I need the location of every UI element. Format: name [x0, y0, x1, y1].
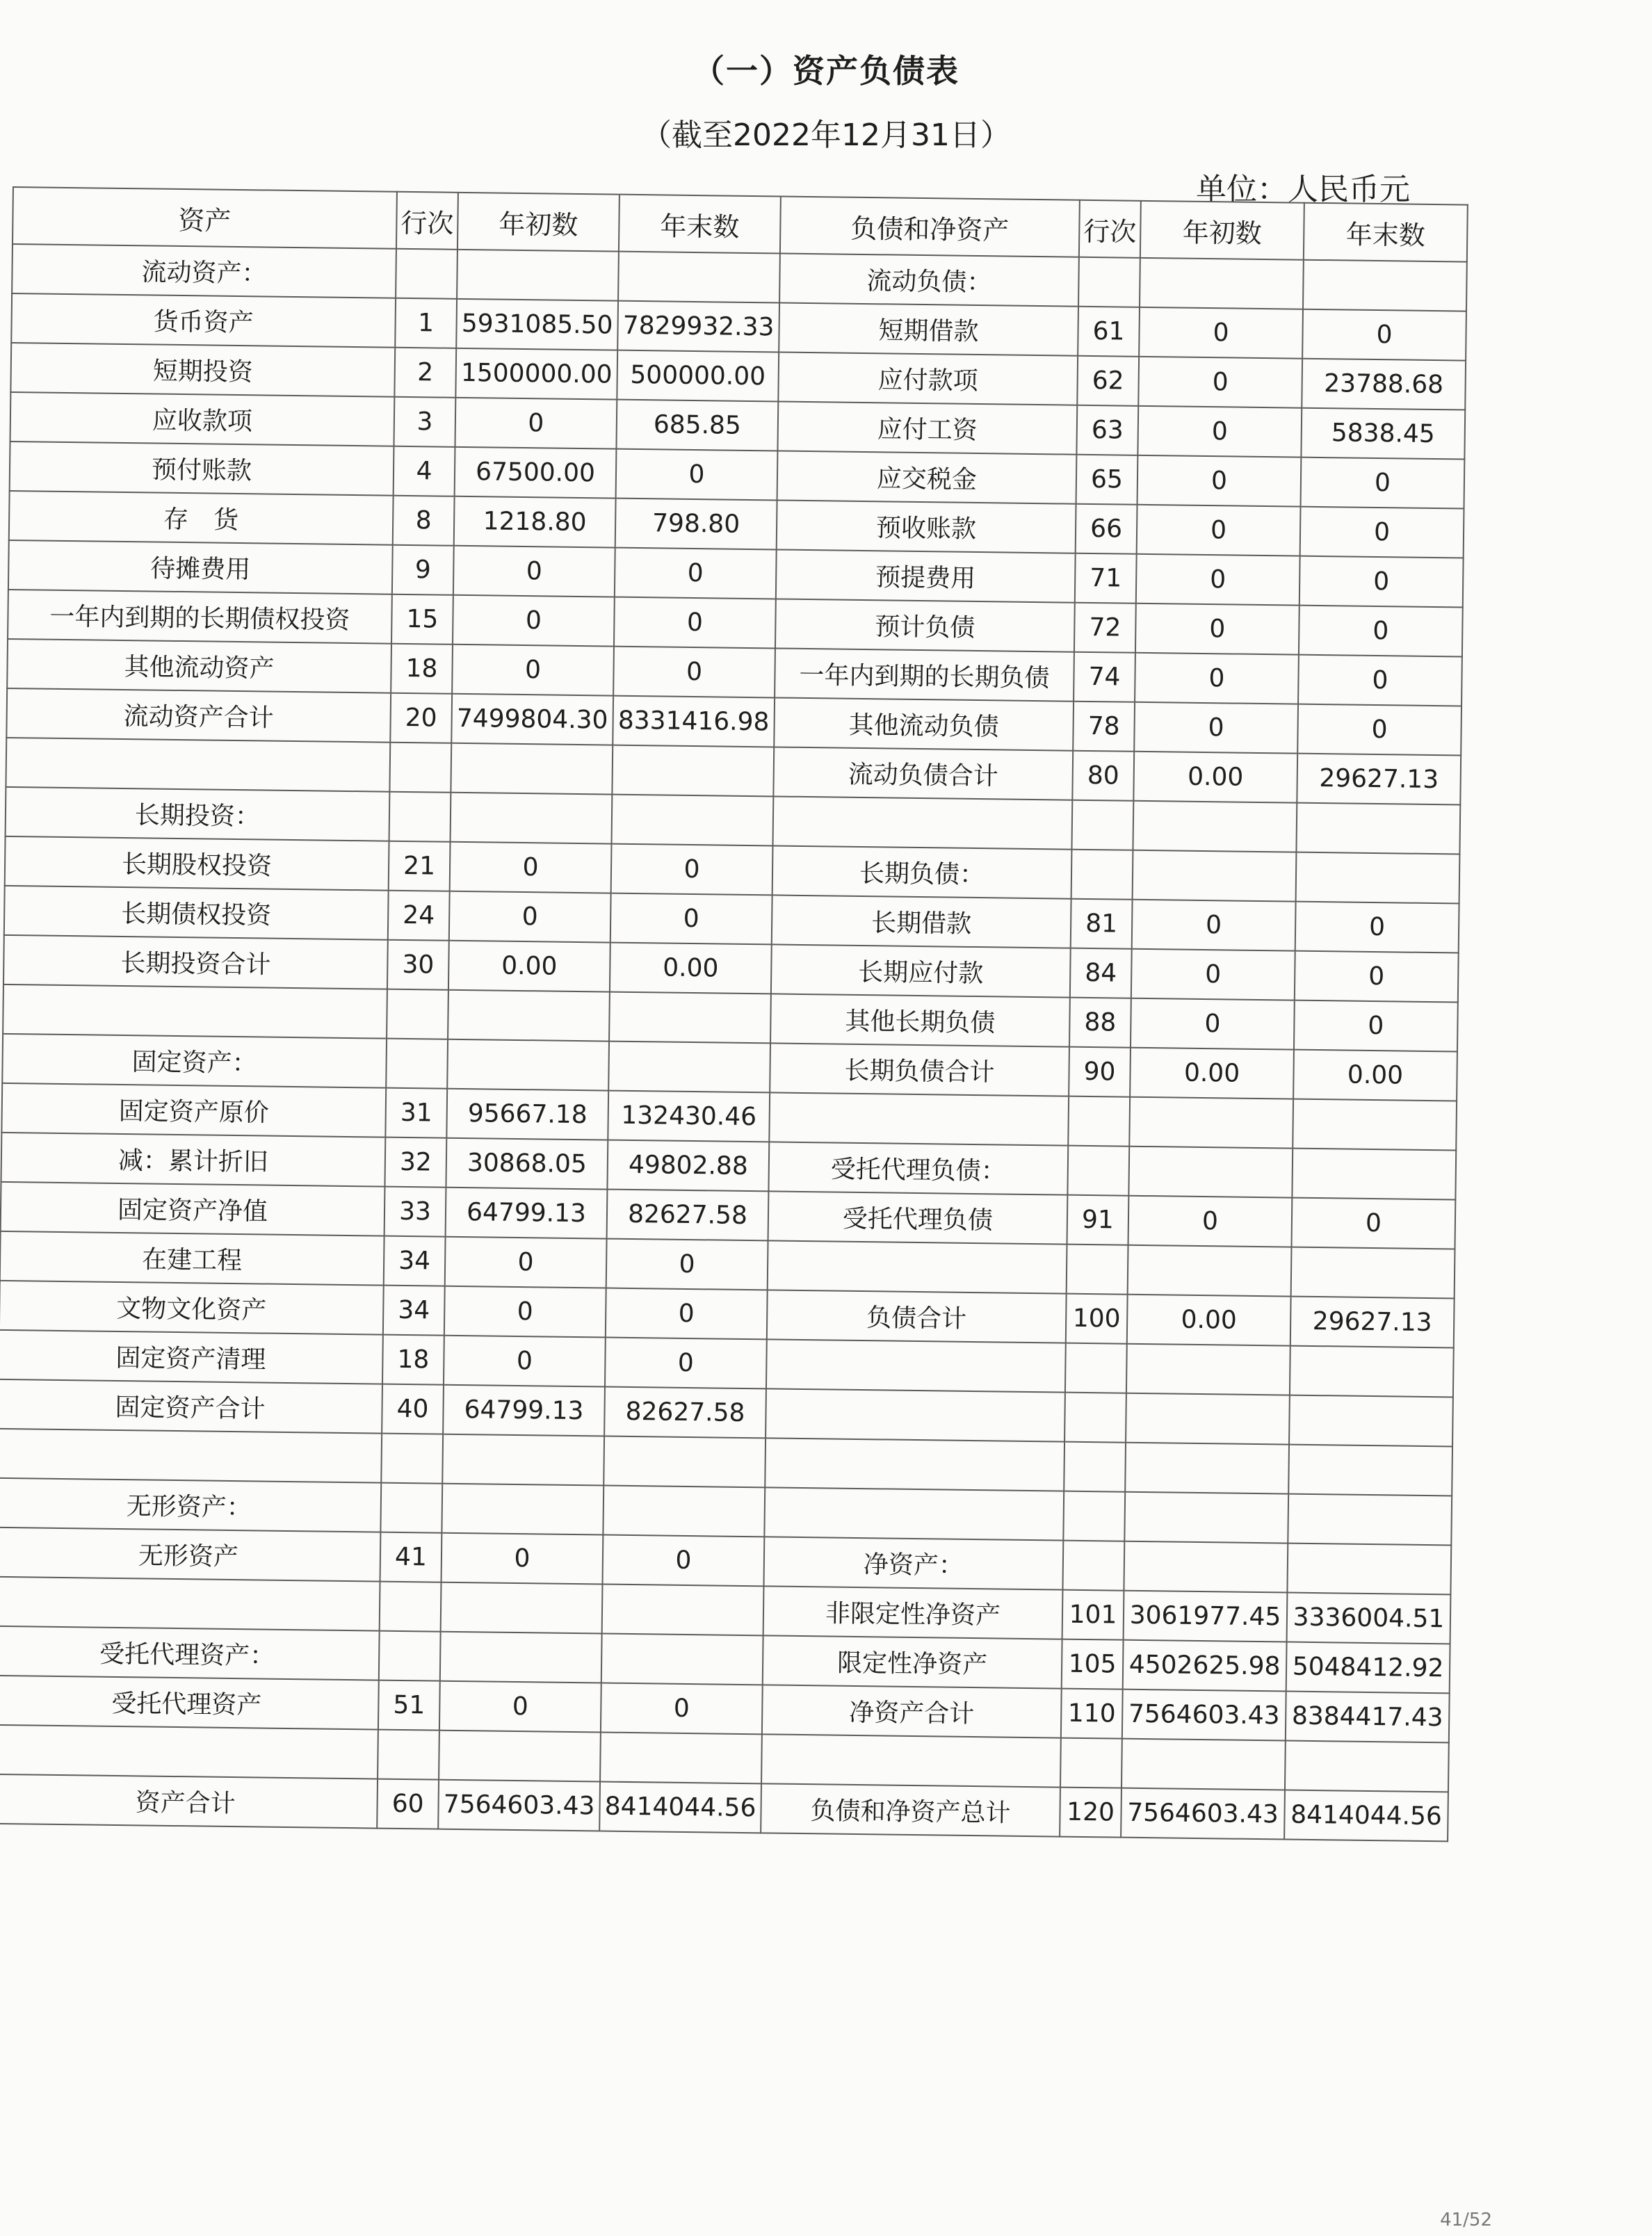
liability-name-cell — [768, 1240, 1067, 1293]
asset-line-no-cell: 40 — [382, 1384, 444, 1434]
liability-opening-cell: 0 — [1135, 653, 1299, 704]
liability-line-no-cell — [1064, 1393, 1126, 1443]
asset-opening-cell — [442, 1434, 604, 1486]
liability-name-cell: 非限定性净资产 — [763, 1586, 1063, 1639]
liability-line-no-cell: 105 — [1062, 1639, 1124, 1690]
liability-line-no-cell: 110 — [1061, 1689, 1123, 1739]
page-number: 41/52 — [1440, 2210, 1492, 2230]
asset-line-no-cell — [380, 1483, 442, 1533]
asset-opening-cell — [451, 793, 613, 844]
currency-unit: 单位：人民币元 — [1196, 172, 1410, 207]
liability-line-no-cell: 100 — [1066, 1294, 1128, 1344]
liability-closing-cell — [1303, 260, 1467, 311]
liability-name-cell: 净资产合计 — [762, 1685, 1062, 1737]
liability-opening-cell: 0 — [1131, 949, 1295, 1000]
liability-name-cell — [769, 1092, 1069, 1145]
liability-opening-cell — [1121, 1739, 1286, 1790]
asset-name-cell — [6, 738, 390, 792]
asset-opening-cell: 1218.80 — [454, 496, 616, 548]
asset-opening-cell: 64799.13 — [443, 1385, 605, 1436]
asset-closing-cell: 0 — [616, 449, 778, 501]
asset-name-cell: 减：累计折旧 — [1, 1133, 386, 1187]
liability-name-cell: 预提费用 — [776, 549, 1076, 602]
liability-opening-cell: 0 — [1139, 307, 1303, 359]
liability-opening-cell: 0 — [1137, 406, 1302, 457]
asset-line-no-cell: 18 — [382, 1335, 444, 1385]
column-header: 资产 — [13, 187, 397, 249]
liability-name-cell: 受托代理负债： — [768, 1142, 1068, 1194]
liability-name-cell: 其他流动负债 — [774, 697, 1074, 750]
liability-line-no-cell — [1067, 1146, 1129, 1196]
asset-opening-cell — [441, 1582, 603, 1634]
liability-name-cell: 短期借款 — [779, 302, 1078, 355]
liability-closing-cell: 0 — [1295, 951, 1459, 1003]
liability-name-cell: 负债合计 — [767, 1290, 1067, 1343]
liability-closing-cell: 0 — [1302, 309, 1466, 361]
asset-name-cell — [3, 985, 387, 1039]
liability-line-no-cell: 74 — [1074, 652, 1135, 702]
liability-line-no-cell: 71 — [1075, 553, 1137, 603]
asset-name-cell: 应收款项 — [10, 392, 395, 446]
liability-opening-cell: 0 — [1131, 998, 1295, 1050]
asset-closing-cell: 0 — [615, 548, 777, 599]
asset-line-no-cell: 32 — [384, 1137, 446, 1188]
asset-opening-cell: 7499804.30 — [451, 694, 613, 745]
asset-closing-cell: 0 — [606, 1288, 768, 1340]
liability-opening-cell — [1126, 1344, 1290, 1395]
asset-line-no-cell: 41 — [380, 1532, 442, 1582]
asset-opening-cell — [457, 250, 619, 301]
asset-name-cell: 长期投资： — [6, 787, 390, 841]
asset-line-no-cell: 8 — [393, 496, 455, 546]
liability-closing-cell — [1291, 1247, 1455, 1299]
liability-opening-cell — [1140, 258, 1304, 309]
liability-name-cell: 受托代理负债 — [768, 1191, 1068, 1244]
liability-line-no-cell: 65 — [1076, 455, 1138, 505]
liability-closing-cell: 0 — [1298, 655, 1462, 706]
liability-line-no-cell — [1078, 257, 1140, 307]
asset-opening-cell: 0 — [455, 398, 617, 449]
asset-name-cell: 存 货 — [9, 491, 394, 545]
asset-opening-cell: 0 — [444, 1336, 606, 1387]
liability-line-no-cell — [1063, 1491, 1125, 1541]
asset-name-cell — [0, 1577, 380, 1631]
page-title: （一）资产负债表 — [693, 52, 959, 90]
asset-closing-cell: 0 — [606, 1239, 768, 1290]
asset-name-cell: 固定资产合计 — [0, 1379, 382, 1434]
liability-name-cell — [764, 1487, 1064, 1540]
column-header: 年初数 — [1140, 201, 1304, 260]
asset-closing-cell: 685.85 — [616, 400, 778, 451]
asset-closing-cell — [601, 1634, 763, 1685]
asset-line-no-cell: 31 — [385, 1088, 447, 1138]
asset-line-no-cell: 1 — [395, 298, 457, 348]
asset-name-cell: 长期债权投资 — [4, 886, 389, 940]
liability-opening-cell: 4502625.98 — [1123, 1640, 1287, 1692]
asset-closing-cell: 7829932.33 — [617, 301, 779, 353]
asset-opening-cell — [447, 1039, 609, 1091]
liability-closing-cell — [1293, 1099, 1457, 1151]
asset-name-cell: 长期投资合计 — [3, 935, 388, 989]
asset-name-cell: 其他流动资产 — [7, 639, 391, 693]
liability-line-no-cell: 72 — [1074, 603, 1136, 653]
asset-closing-cell: 0.00 — [610, 943, 772, 994]
liability-opening-cell — [1128, 1147, 1293, 1198]
liability-closing-cell: 8384417.43 — [1286, 1692, 1450, 1743]
liability-line-no-cell: 120 — [1060, 1788, 1121, 1838]
liability-name-cell: 长期应付款 — [771, 944, 1071, 997]
liability-name-cell — [772, 796, 1072, 849]
asset-line-no-cell: 51 — [378, 1680, 440, 1731]
asset-opening-cell: 0 — [449, 891, 611, 943]
liability-line-no-cell — [1065, 1343, 1127, 1393]
asset-line-no-cell — [381, 1434, 443, 1484]
asset-line-no-cell — [389, 743, 451, 793]
asset-opening-cell: 0 — [444, 1286, 606, 1338]
liability-line-no-cell: 91 — [1067, 1195, 1129, 1245]
liability-line-no-cell: 81 — [1071, 899, 1133, 949]
column-header: 年末数 — [619, 195, 781, 254]
liability-line-no-cell: 61 — [1078, 307, 1140, 357]
liability-line-no-cell: 78 — [1073, 702, 1135, 752]
asset-closing-cell — [603, 1486, 765, 1537]
asset-opening-cell: 0 — [445, 1237, 607, 1288]
liability-opening-cell — [1133, 801, 1297, 852]
asset-name-cell: 无形资产： — [0, 1478, 381, 1532]
liability-name-cell: 净资产： — [763, 1537, 1063, 1589]
liability-line-no-cell: 63 — [1076, 405, 1138, 455]
asset-line-no-cell: 33 — [384, 1187, 446, 1237]
asset-name-cell: 受托代理资产： — [0, 1626, 380, 1680]
liability-closing-cell: 5048412.92 — [1286, 1642, 1450, 1694]
asset-line-no-cell: 2 — [394, 348, 456, 398]
asset-opening-cell: 0 — [453, 546, 615, 597]
liability-closing-cell: 8414044.56 — [1284, 1790, 1448, 1842]
asset-line-no-cell — [396, 249, 457, 299]
liability-line-no-cell: 101 — [1062, 1590, 1124, 1640]
asset-opening-cell: 1500000.00 — [455, 348, 617, 400]
asset-line-no-cell: 34 — [383, 1286, 445, 1336]
asset-closing-cell — [609, 992, 771, 1044]
asset-opening-cell: 5931085.50 — [456, 299, 618, 350]
asset-name-cell: 固定资产净值 — [1, 1182, 385, 1236]
column-header: 行次 — [1079, 200, 1141, 258]
asset-opening-cell: 67500.00 — [455, 447, 617, 499]
liability-closing-cell: 3336004.51 — [1287, 1593, 1451, 1644]
asset-name-cell: 待摊费用 — [8, 540, 393, 594]
report-date: （截至2022年12月31日） — [641, 118, 1011, 153]
liability-name-cell: 流动负债： — [779, 253, 1079, 306]
asset-name-cell: 一年内到期的长期债权投资 — [8, 590, 392, 644]
column-header: 行次 — [396, 192, 458, 250]
liability-opening-cell: 0 — [1134, 702, 1298, 754]
liability-closing-cell: 0 — [1299, 556, 1464, 608]
asset-opening-cell: 64799.13 — [446, 1188, 608, 1239]
asset-name-cell: 预付账款 — [10, 441, 394, 496]
liability-opening-cell: 0 — [1132, 900, 1296, 951]
liability-line-no-cell — [1068, 1096, 1130, 1147]
liability-closing-cell — [1289, 1395, 1453, 1447]
liability-line-no-cell: 84 — [1070, 948, 1132, 998]
asset-opening-cell — [440, 1632, 602, 1683]
liability-closing-cell — [1287, 1544, 1451, 1595]
asset-name-cell: 在建工程 — [0, 1231, 384, 1286]
liability-opening-cell: 7564603.43 — [1122, 1690, 1286, 1741]
asset-closing-cell — [618, 252, 780, 303]
asset-line-no-cell: 15 — [391, 594, 453, 645]
liability-opening-cell: 7564603.43 — [1121, 1788, 1285, 1840]
liability-opening-cell — [1126, 1393, 1290, 1445]
asset-opening-cell: 30868.05 — [446, 1138, 608, 1190]
asset-opening-cell: 0 — [439, 1681, 601, 1733]
asset-line-no-cell: 18 — [391, 644, 453, 694]
liability-line-no-cell — [1071, 850, 1133, 900]
liability-closing-cell — [1290, 1346, 1454, 1398]
asset-closing-cell: 82627.58 — [604, 1387, 766, 1439]
asset-closing-cell — [604, 1436, 766, 1488]
asset-closing-cell — [612, 795, 774, 846]
asset-opening-cell: 0.00 — [448, 941, 610, 992]
asset-name-cell: 长期股权投资 — [5, 836, 389, 891]
asset-opening-cell: 7564603.43 — [438, 1780, 600, 1831]
asset-opening-cell: 95667.18 — [446, 1089, 608, 1140]
asset-name-cell: 固定资产原价 — [1, 1083, 386, 1137]
asset-name-cell: 货币资产 — [11, 293, 396, 348]
asset-name-cell: 文物文化资产 — [0, 1281, 384, 1335]
liability-closing-cell — [1288, 1445, 1452, 1496]
asset-closing-cell — [602, 1585, 764, 1636]
liability-closing-cell: 0.00 — [1293, 1050, 1457, 1101]
asset-closing-cell: 8414044.56 — [599, 1781, 761, 1833]
liability-opening-cell: 3061977.45 — [1124, 1591, 1288, 1642]
asset-line-no-cell — [387, 989, 448, 1039]
liability-closing-cell — [1288, 1494, 1452, 1546]
asset-line-no-cell — [386, 1039, 448, 1089]
liability-name-cell: 其他长期负债 — [770, 994, 1070, 1046]
asset-name-cell: 固定资产清理 — [0, 1330, 383, 1384]
asset-name-cell: 无形资产 — [0, 1528, 380, 1582]
liability-line-no-cell: 88 — [1069, 998, 1131, 1048]
asset-line-no-cell: 3 — [394, 397, 455, 447]
liability-line-no-cell — [1067, 1245, 1128, 1295]
liability-closing-cell: 0 — [1299, 606, 1463, 657]
asset-line-no-cell: 24 — [388, 891, 450, 941]
liability-line-no-cell: 90 — [1069, 1047, 1131, 1097]
liability-opening-cell: 0.00 — [1127, 1295, 1291, 1346]
asset-line-no-cell: 21 — [389, 841, 451, 891]
asset-opening-cell: 0 — [452, 645, 614, 696]
liability-line-no-cell — [1062, 1541, 1124, 1591]
asset-closing-cell: 82627.58 — [607, 1190, 769, 1241]
asset-line-no-cell — [379, 1631, 441, 1681]
asset-opening-cell: 0 — [450, 842, 612, 893]
liability-opening-cell — [1133, 850, 1297, 902]
asset-line-no-cell: 30 — [387, 940, 449, 990]
liability-closing-cell — [1296, 852, 1460, 904]
asset-closing-cell: 49802.88 — [607, 1140, 769, 1192]
liability-name-cell: 长期借款 — [772, 895, 1071, 948]
asset-closing-cell: 0 — [610, 893, 772, 945]
liability-opening-cell: 0 — [1138, 357, 1302, 408]
liability-opening-cell: 0 — [1137, 505, 1301, 556]
liability-closing-cell: 23788.68 — [1302, 359, 1466, 410]
asset-closing-cell: 798.80 — [615, 499, 777, 550]
asset-closing-cell — [600, 1733, 762, 1784]
liability-opening-cell: 0 — [1135, 603, 1299, 655]
asset-closing-cell: 0 — [603, 1535, 765, 1587]
asset-closing-cell: 500000.00 — [617, 350, 779, 402]
asset-name-cell: 流动资产： — [12, 244, 396, 298]
liability-name-cell: 应付款项 — [778, 352, 1078, 405]
asset-closing-cell: 0 — [605, 1338, 767, 1389]
asset-closing-cell — [608, 1042, 770, 1093]
liability-closing-cell — [1285, 1741, 1449, 1792]
liability-name-cell: 限定性净资产 — [763, 1635, 1062, 1688]
liability-closing-cell: 29627.13 — [1290, 1297, 1455, 1348]
liability-closing-cell: 0 — [1294, 1000, 1458, 1052]
liability-opening-cell — [1125, 1443, 1289, 1494]
asset-closing-cell: 0 — [601, 1683, 763, 1735]
liability-name-cell: 一年内到期的长期负债 — [775, 648, 1074, 701]
liability-closing-cell: 5838.45 — [1301, 408, 1465, 460]
liability-opening-cell — [1128, 1245, 1292, 1297]
liability-closing-cell: 0 — [1295, 902, 1459, 953]
asset-name-cell: 短期投资 — [10, 343, 395, 397]
asset-line-no-cell: 20 — [390, 693, 452, 743]
liability-name-cell: 应付工资 — [777, 401, 1077, 454]
liability-closing-cell: 0 — [1300, 507, 1464, 558]
liability-name-cell — [766, 1388, 1065, 1441]
liability-opening-cell: 0 — [1128, 1196, 1293, 1247]
liability-name-cell: 预收账款 — [777, 500, 1076, 553]
liability-name-cell: 流动负债合计 — [773, 747, 1073, 800]
liability-line-no-cell: 62 — [1077, 356, 1139, 406]
liability-name-cell: 应交税金 — [777, 451, 1077, 503]
balance-sheet-table — [0, 186, 1468, 1842]
liability-closing-cell: 0 — [1301, 457, 1465, 509]
asset-line-no-cell: 4 — [394, 446, 455, 496]
asset-opening-cell — [448, 990, 610, 1042]
liability-opening-cell — [1124, 1492, 1288, 1544]
asset-closing-cell: 0 — [611, 844, 773, 896]
asset-opening-cell: 0 — [442, 1533, 604, 1585]
asset-closing-cell: 8331416.98 — [613, 696, 775, 747]
asset-line-no-cell — [378, 1730, 439, 1780]
liability-line-no-cell — [1060, 1738, 1122, 1788]
asset-name-cell — [0, 1429, 382, 1483]
liability-line-no-cell: 80 — [1072, 751, 1134, 801]
asset-opening-cell — [451, 743, 613, 795]
liability-name-cell — [765, 1438, 1064, 1491]
liability-name-cell — [766, 1339, 1066, 1392]
column-header: 负债和净资产 — [780, 196, 1080, 257]
asset-opening-cell — [439, 1731, 601, 1782]
liability-opening-cell: 0 — [1136, 554, 1300, 606]
asset-name-cell: 固定资产： — [2, 1034, 387, 1088]
liability-closing-cell: 0 — [1297, 704, 1461, 756]
asset-name-cell — [0, 1725, 378, 1779]
liability-opening-cell: 0.00 — [1130, 1048, 1294, 1099]
liability-name-cell: 长期负债合计 — [770, 1043, 1069, 1096]
asset-line-no-cell — [380, 1582, 442, 1632]
asset-closing-cell: 132430.46 — [608, 1091, 770, 1142]
asset-opening-cell: 0 — [453, 595, 615, 647]
asset-name-cell: 资产合计 — [0, 1774, 378, 1829]
liability-line-no-cell — [1064, 1442, 1126, 1492]
column-header: 年初数 — [457, 193, 620, 252]
liability-name-cell — [761, 1734, 1061, 1787]
asset-closing-cell — [612, 745, 774, 797]
liability-name-cell: 预计负债 — [775, 599, 1075, 651]
liability-closing-cell — [1292, 1149, 1456, 1200]
asset-line-no-cell: 60 — [377, 1779, 439, 1829]
liability-name-cell: 长期负债： — [772, 845, 1072, 898]
liability-opening-cell: 0.00 — [1133, 752, 1297, 803]
asset-line-no-cell: 9 — [392, 545, 454, 595]
column-header: 年末数 — [1304, 203, 1468, 262]
asset-opening-cell — [442, 1484, 604, 1535]
liability-line-no-cell: 66 — [1076, 504, 1137, 554]
liability-opening-cell — [1124, 1541, 1288, 1593]
asset-closing-cell: 0 — [614, 597, 776, 649]
liability-closing-cell: 29627.13 — [1297, 754, 1461, 805]
asset-name-cell: 流动资产合计 — [6, 688, 391, 743]
asset-line-no-cell: 34 — [384, 1236, 446, 1286]
liability-closing-cell — [1296, 803, 1460, 854]
asset-name-cell: 受托代理资产 — [0, 1676, 379, 1730]
liability-name-cell: 负债和净资产总计 — [761, 1783, 1060, 1836]
asset-line-no-cell — [389, 792, 451, 842]
liability-opening-cell: 0 — [1137, 455, 1302, 507]
liability-opening-cell — [1129, 1097, 1293, 1149]
liability-line-no-cell — [1071, 800, 1133, 850]
liability-closing-cell: 0 — [1291, 1198, 1455, 1249]
asset-closing-cell: 0 — [613, 647, 775, 698]
